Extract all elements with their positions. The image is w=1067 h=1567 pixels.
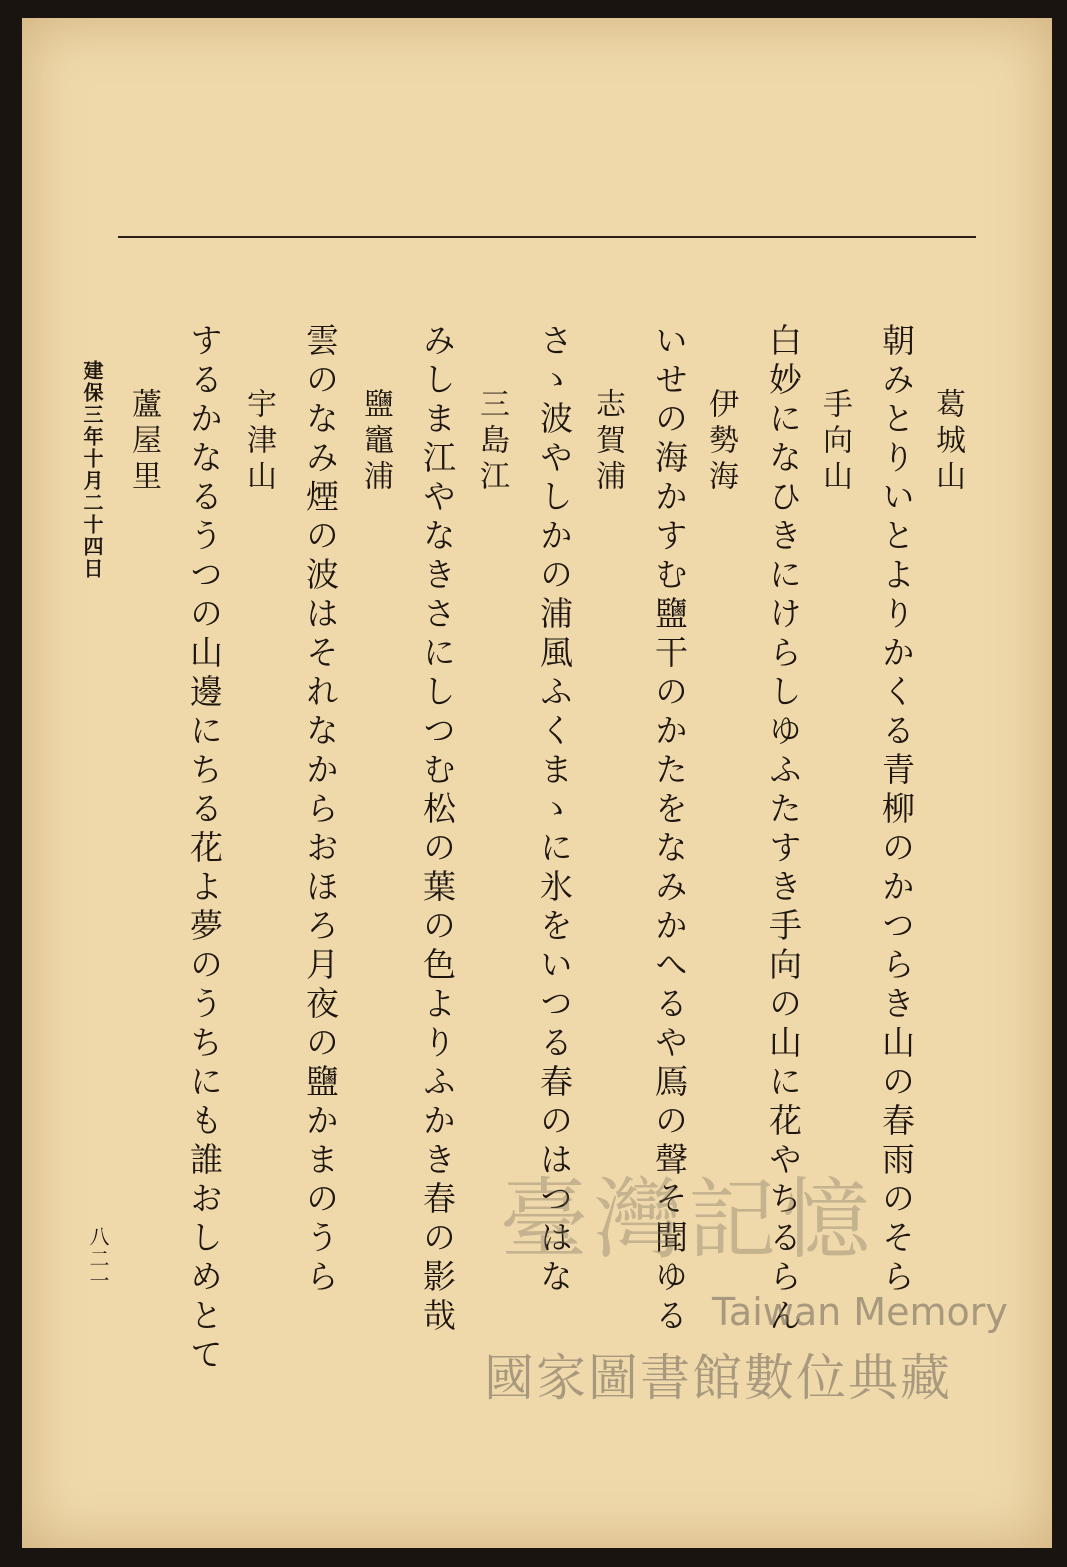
poem-title: 手向山 [817,388,852,496]
poem-verse: いせの海かすむ鹽干のかたをなみかへるや鳫の聲そ聞ゆる [650,323,689,1337]
watermark-english: Taiwan Memory [712,1290,1008,1334]
poem-title: 葛城山 [930,388,965,496]
poem-verse: 白妙になひきにけらしゆふたすき手向の山に花やちるらん [764,323,803,1337]
poem-verse: するかなるうつの山邊にちる花よ夢のうちにも誰おしめとて [185,323,224,1376]
colophon-date: 建保三年十月二十四日 [80,360,104,580]
poem-title: 三島江 [474,388,509,496]
poem-title: 蘆屋里 [126,388,161,496]
poem-verse: さゝ波やしかの浦風ふくまゝに氷をいつる春のはつはな [535,323,574,1298]
header-rule [118,236,976,238]
poem-title: 伊勢海 [703,388,738,496]
poem-title: 宇津山 [241,388,276,496]
page-number: 八二一 [86,1226,110,1292]
poem-title: 志賀浦 [590,388,625,496]
watermark-logo-text: 臺灣記憶 [500,1168,877,1271]
poem-verse: 雲のなみ煙の波はそれなからおほろ月夜の鹽かまのうら [301,323,340,1298]
watermark-library: 國家圖書館數位典藏 [484,1349,952,1407]
poem-verse: みしま江やなきさにしつむ松の葉の色よりふかき春の影哉 [418,323,457,1337]
poem-verse: 朝みとりいとよりかくる青柳のかつらき山の春雨のそら [877,323,916,1298]
poem-title: 鹽竈浦 [358,388,393,496]
